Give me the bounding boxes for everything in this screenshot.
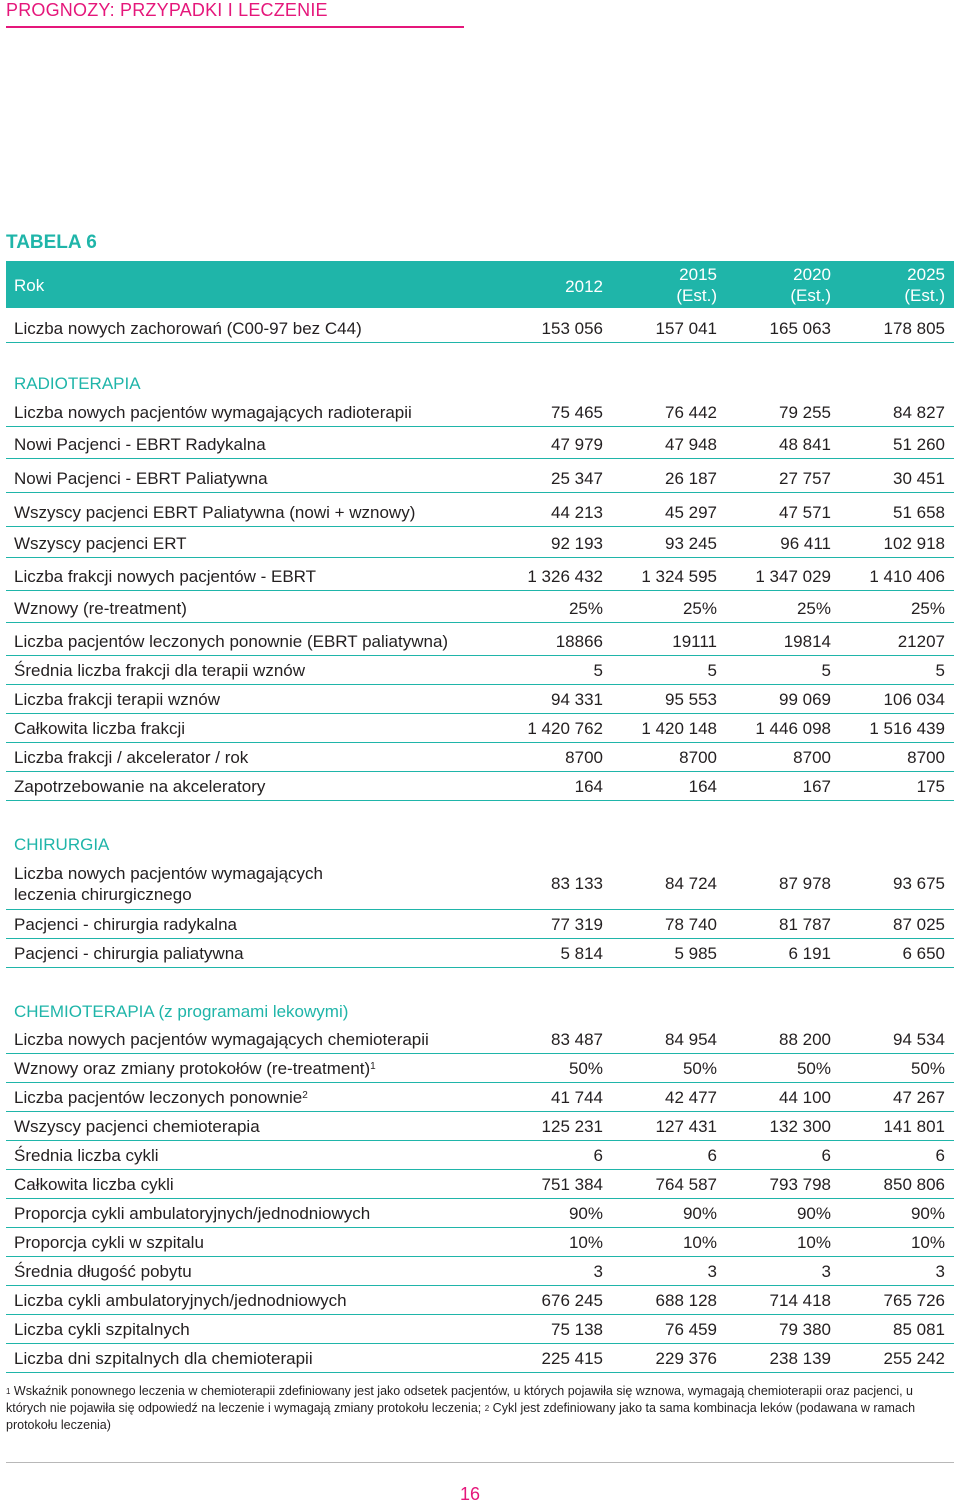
row-label-text: Proporcja cykli ambulatoryjnych/jednodniowych — [14, 1204, 371, 1223]
cell-2012: 92 193 — [551, 534, 603, 553]
row-label-text: Liczba cykli szpitalnych — [14, 1320, 190, 1339]
cell-2020: 167 — [802, 777, 831, 796]
table-row — [6, 459, 954, 493]
cell-2012: 50% — [568, 1059, 603, 1078]
cell-2012: 77 319 — [551, 915, 603, 934]
cell-2015: 688 128 — [655, 1291, 717, 1310]
row-label — [14, 1232, 204, 1253]
row-label-text: Średnia długość pobytu — [14, 1262, 192, 1281]
table-row — [6, 623, 954, 656]
cell-2015: 5 — [707, 661, 717, 680]
table-row — [6, 591, 954, 623]
cell-2015: 8700 — [679, 748, 717, 767]
year-label: 2020 — [793, 265, 831, 284]
row-label-text: Liczba pacjentów leczonych ponownie — [14, 1088, 303, 1107]
cell-2020: 96 411 — [780, 534, 831, 553]
cell-2020: 165 063 — [769, 319, 831, 338]
cell-2020: 90% — [796, 1204, 831, 1223]
cell-2012: 10% — [568, 1233, 603, 1252]
year-estimate-note: (Est.) — [676, 286, 717, 305]
cell-2015: 93 245 — [665, 534, 717, 553]
footnote-marker: 1 — [370, 1061, 376, 1072]
table-row — [6, 1025, 954, 1054]
table-row — [6, 1228, 954, 1257]
cell-2025: 141 801 — [883, 1117, 945, 1136]
cell-2020: 50% — [796, 1059, 831, 1078]
table-row — [6, 1083, 954, 1112]
cell-2025: 50% — [910, 1059, 945, 1078]
cell-2015: 95 553 — [665, 690, 717, 709]
cell-2015: 90% — [682, 1204, 717, 1223]
cell-2020: 79 255 — [779, 403, 831, 422]
row-label-text: Liczba dni szpitalnych dla chemioterapii — [14, 1349, 313, 1368]
cell-2012: 83 133 — [551, 874, 603, 893]
cell-2020: 44 100 — [779, 1088, 831, 1107]
cell-2012: 3 — [593, 1262, 603, 1281]
cell-2025: 6 650 — [902, 944, 945, 963]
cell-2012: 18866 — [555, 632, 603, 651]
table-row — [6, 656, 954, 685]
row-label: Wznowy (re-treatment) — [14, 599, 187, 618]
cell-2015: 42 477 — [665, 1088, 717, 1107]
cell-2015: 78 740 — [665, 915, 717, 934]
cell-2020: 1 446 098 — [755, 719, 831, 738]
column-header-rok: Rok — [14, 276, 45, 295]
cell-2025: 5 — [935, 661, 945, 680]
row-label: Zapotrzebowanie na akceleratory — [14, 777, 266, 796]
row-label — [14, 1029, 429, 1050]
cell-2020: 793 798 — [769, 1175, 831, 1194]
cell-2015: 76 459 — [665, 1320, 717, 1339]
cell-2025: 178 805 — [883, 319, 945, 338]
row-label: Nowi Pacjenci - EBRT Paliatywna — [14, 469, 268, 488]
cell-2012: 90% — [568, 1204, 603, 1223]
cell-2020: 48 841 — [779, 435, 831, 454]
table-row — [6, 685, 954, 714]
cell-2025: 106 034 — [883, 690, 945, 709]
row-label: Liczba nowych pacjentów wymagających radioterapii — [14, 403, 412, 422]
column-header-2020 — [721, 264, 831, 306]
cell-2020: 19814 — [783, 632, 831, 651]
cell-2020: 6 — [821, 1146, 831, 1165]
cell-2020: 1 347 029 — [755, 567, 831, 586]
row-label: Liczba pacjentów leczonych ponownie (EBRT paliatywna) — [14, 632, 449, 651]
row-label — [14, 1116, 260, 1137]
cell-2025: 51 260 — [893, 435, 945, 454]
cell-2015: 19111 — [672, 632, 717, 651]
cell-2012: 125 231 — [541, 1117, 603, 1136]
cell-2015: 764 587 — [655, 1175, 717, 1194]
row-label-text: Liczba nowych pacjentów wymagających chemioterapii — [14, 1030, 429, 1049]
cell-2015: 26 187 — [665, 469, 717, 488]
cell-2025: 850 806 — [883, 1175, 945, 1194]
cell-2020: 81 787 — [779, 915, 831, 934]
table-row — [6, 558, 954, 591]
row-label — [14, 1203, 370, 1224]
cell-2015: 10% — [682, 1233, 717, 1252]
cell-2025: 102 918 — [883, 534, 945, 553]
cell-2020: 79 380 — [779, 1320, 831, 1339]
cell-2025: 90% — [910, 1204, 945, 1223]
footnote-marker: 2 — [484, 1404, 490, 1413]
row-label: Całkowita liczba frakcji — [14, 719, 185, 738]
cell-2015: 6 — [707, 1146, 717, 1165]
footnote-marker: 1 — [6, 1387, 11, 1396]
footnote-text: Cykl jest zdefiniowany jako ta sama kombinacja leków (podawana w ramach protokołu leczenia) — [6, 1401, 916, 1432]
row-label: Liczba frakcji nowych pacjentów - EBRT — [14, 567, 317, 586]
table-row — [6, 1112, 954, 1141]
cell-2012: 5 814 — [560, 944, 603, 963]
cell-2012: 6 — [593, 1146, 603, 1165]
cell-2020: 8700 — [793, 748, 831, 767]
cell-2012: 75 138 — [551, 1320, 603, 1339]
row-label-line: Liczba nowych pacjentów wymagających — [14, 864, 323, 883]
cell-2020: 99 069 — [779, 690, 831, 709]
cell-2020: 132 300 — [769, 1117, 831, 1136]
section-heading-chirurgia: CHIRURGIA — [14, 835, 110, 854]
cell-2015: 50% — [682, 1059, 717, 1078]
column-header-2015 — [607, 264, 717, 306]
row-label — [14, 1261, 192, 1282]
table-row — [6, 1315, 954, 1344]
table-row — [6, 493, 954, 527]
cell-2020: 10% — [796, 1233, 831, 1252]
row-label: Pacjenci - chirurgia radykalna — [14, 915, 237, 934]
row-label-text: Całkowita liczba cykli — [14, 1175, 174, 1194]
cell-2012: 44 213 — [551, 503, 603, 522]
cell-2020: 714 418 — [769, 1291, 831, 1310]
page-number: 16 — [460, 1484, 481, 1504]
row-label-text: Proporcja cykli w szpitalu — [14, 1233, 204, 1252]
cell-2025: 255 242 — [883, 1349, 945, 1368]
table-row — [6, 1286, 954, 1315]
row-label-text: Średnia liczba cykli — [14, 1146, 159, 1165]
year-label: 2015 — [679, 265, 717, 284]
year-label: 2025 — [907, 265, 945, 284]
cell-2015: 84 724 — [665, 874, 717, 893]
cell-2012: 225 415 — [541, 1349, 603, 1368]
row-label — [14, 1319, 190, 1340]
cell-2020: 5 — [821, 661, 831, 680]
table-row — [6, 427, 954, 459]
cell-2025: 30 451 — [893, 469, 945, 488]
cell-2015: 3 — [707, 1262, 717, 1281]
cell-2012: 1 420 762 — [527, 719, 603, 738]
footnote-text: Wskaźnik ponownego leczenia w chemioterapii zdefiniowany jest jako odsetek pacjentów, u których pojawiła się wznowa, wymagają chemioterapii oraz pacjenci, u których nie pojawiła się odpowiedź na leczenie i wymagają zmiany protokołu leczenia; — [6, 1384, 913, 1415]
cell-2025: 765 726 — [883, 1291, 945, 1310]
table-row — [6, 1344, 954, 1373]
cell-2015: 25% — [682, 599, 717, 618]
row-label — [14, 1348, 313, 1369]
cell-2025: 85 081 — [893, 1320, 945, 1339]
header-divider — [6, 26, 464, 28]
cell-2025: 1 410 406 — [869, 567, 945, 586]
cell-2025: 1 516 439 — [869, 719, 945, 738]
row-label: Średnia liczba frakcji dla terapii wznów — [14, 661, 306, 680]
cell-2012: 25% — [568, 599, 603, 618]
cell-2020: 88 200 — [779, 1030, 831, 1049]
table-row — [6, 939, 954, 968]
cell-2012: 94 331 — [551, 690, 603, 709]
column-header-2012 — [493, 276, 603, 297]
cell-2015: 84 954 — [665, 1030, 717, 1049]
year-estimate-note: (Est.) — [904, 286, 945, 305]
row-label-text: Liczba cykli ambulatoryjnych/jednodniowych — [14, 1291, 347, 1310]
cell-2015: 157 041 — [655, 319, 717, 338]
cell-2012: 751 384 — [541, 1175, 603, 1194]
table-row — [6, 1170, 954, 1199]
cell-2025: 93 675 — [893, 874, 945, 893]
section-heading-radioterapia: RADIOTERAPIA — [14, 374, 141, 393]
cell-2015: 164 — [688, 777, 717, 796]
cell-2012: 83 487 — [551, 1030, 603, 1049]
row-label — [14, 1145, 159, 1166]
cell-2012: 47 979 — [551, 435, 603, 454]
cell-2025: 10% — [910, 1233, 945, 1252]
cell-2012: 164 — [574, 777, 603, 796]
table-row — [6, 1199, 954, 1228]
cell-2025: 3 — [935, 1262, 945, 1281]
row-label — [14, 1087, 308, 1108]
cell-2015: 1 420 148 — [641, 719, 717, 738]
table-row — [6, 858, 954, 910]
cell-2020: 27 757 — [779, 469, 831, 488]
cell-2015: 127 431 — [655, 1117, 717, 1136]
cell-2012: 25 347 — [551, 469, 603, 488]
cell-2020: 47 571 — [779, 503, 831, 522]
cell-2025: 84 827 — [893, 403, 945, 422]
cell-2015: 76 442 — [665, 403, 717, 422]
table-row — [6, 1141, 954, 1170]
cell-2025: 87 025 — [893, 915, 945, 934]
row-label-text: Wznowy oraz zmiany protokołów (re-treatment) — [14, 1059, 371, 1078]
table-row — [6, 1054, 954, 1083]
footnote-marker: 2 — [302, 1090, 308, 1101]
cell-2015: 1 324 595 — [641, 567, 717, 586]
row-label: Liczba nowych zachorowań (C00-97 bez C44) — [14, 319, 362, 338]
row-label: Liczba frakcji / akcelerator / rok — [14, 748, 249, 767]
cell-2012: 153 056 — [541, 319, 603, 338]
cell-2012: 676 245 — [541, 1291, 603, 1310]
table-header — [6, 261, 954, 308]
row-label — [14, 1290, 347, 1311]
table-row — [6, 772, 954, 801]
cell-2025: 51 658 — [893, 503, 945, 522]
table-label: TABELA 6 — [6, 232, 97, 253]
table-row — [6, 743, 954, 772]
row-label: Liczba frakcji terapii wznów — [14, 690, 220, 709]
row-label: Pacjenci - chirurgia paliatywna — [14, 944, 244, 963]
table-row — [6, 714, 954, 743]
table-row — [6, 397, 954, 427]
cell-2025: 21207 — [897, 632, 945, 651]
cell-2020: 3 — [821, 1262, 831, 1281]
cell-2025: 94 534 — [893, 1030, 945, 1049]
cell-2025: 6 — [935, 1146, 945, 1165]
cell-2015: 229 376 — [655, 1349, 717, 1368]
cell-2020: 6 191 — [788, 944, 831, 963]
cell-2012: 8700 — [565, 748, 603, 767]
row-label: Nowi Pacjenci - EBRT Radykalna — [14, 435, 266, 454]
row-label: Wszyscy pacjenci ERT — [14, 534, 187, 553]
table-footnote — [6, 1383, 951, 1434]
cell-2020: 238 139 — [769, 1349, 831, 1368]
year-label: 2012 — [565, 277, 603, 296]
footer-divider — [6, 1462, 954, 1463]
cell-2025: 47 267 — [893, 1088, 945, 1107]
cell-2012: 75 465 — [551, 403, 603, 422]
row-label-line: leczenia chirurgicznego — [14, 885, 192, 904]
year-estimate-note: (Est.) — [790, 286, 831, 305]
row-label — [14, 863, 323, 905]
page-header-title: PROGNOZY: PRZYPADKI I LECZENIE — [6, 0, 328, 20]
cell-2015: 5 985 — [674, 944, 717, 963]
cell-2020: 87 978 — [779, 874, 831, 893]
row-label — [14, 1058, 376, 1079]
cell-2012: 41 744 — [551, 1088, 603, 1107]
row-label — [14, 1174, 174, 1195]
cell-2012: 5 — [593, 661, 603, 680]
table-row — [6, 527, 954, 558]
column-header-2025 — [835, 264, 945, 306]
cell-2012: 1 326 432 — [527, 567, 603, 586]
table-row — [6, 1257, 954, 1286]
row-label: Wszyscy pacjenci EBRT Paliatywna (nowi + wznowy) — [14, 503, 416, 522]
cell-2025: 8700 — [907, 748, 945, 767]
cell-2015: 47 948 — [665, 435, 717, 454]
cell-2015: 45 297 — [665, 503, 717, 522]
row-label-text: Wszyscy pacjenci chemioterapia — [14, 1117, 260, 1136]
cell-2025: 175 — [916, 777, 945, 796]
cell-2020: 25% — [796, 599, 831, 618]
table-row — [6, 910, 954, 939]
table-row-incidence — [6, 308, 954, 343]
cell-2025: 25% — [910, 599, 945, 618]
section-heading-chemioterapia: CHEMIOTERAPIA (z programami lekowymi) — [14, 1002, 349, 1021]
